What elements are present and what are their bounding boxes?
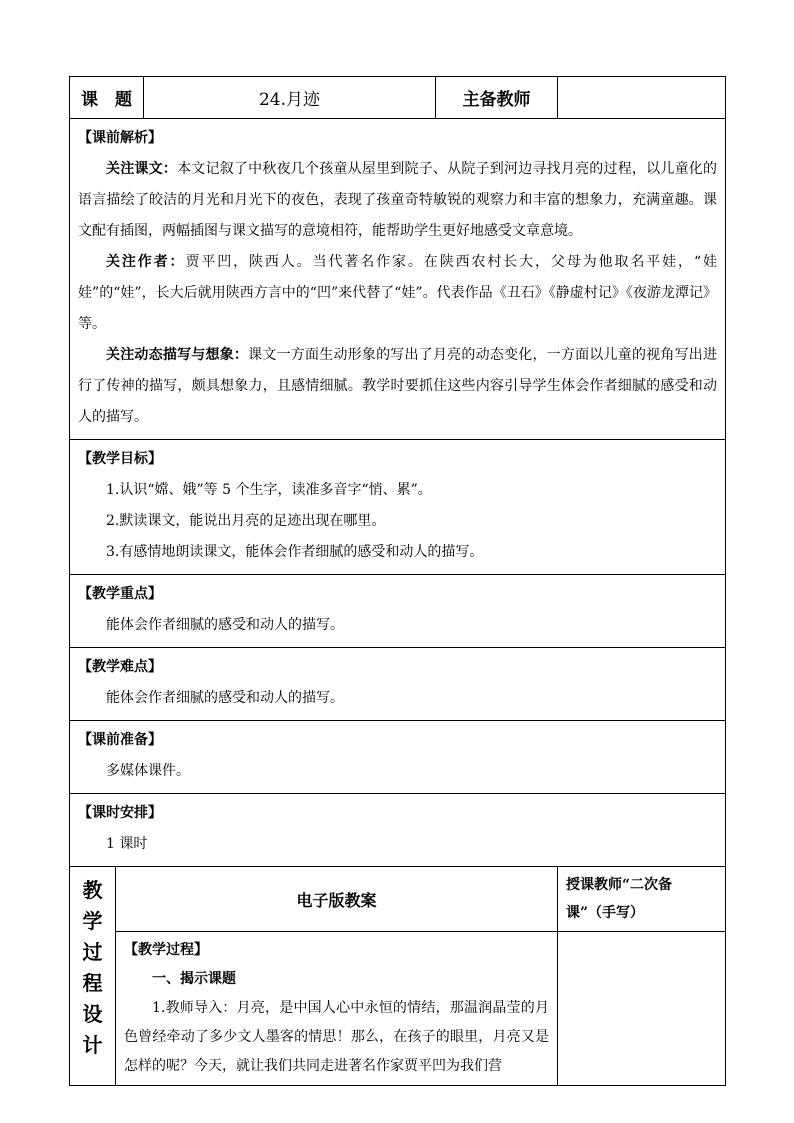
schedule-text: 1 课时: [106, 836, 148, 852]
analysis-p3-text: 课文一方面生动形象的写出了月亮的动态变化，一方面以儿童的视角写出进行了传神的描写，颇具想象力，且感情细腻。教学时要抓住这些内容引导学生体会作者细腻的感受和动人的描写。: [78, 347, 718, 425]
process-side-char-2: 学: [82, 909, 103, 933]
key-points-title: 【教学重点】: [78, 586, 162, 602]
difficulties-row: [70, 648, 726, 721]
lesson-plan-table: [69, 76, 726, 1086]
process-title: 【教学过程】: [124, 942, 208, 958]
key-points-text: 能体会作者细腻的感受和动人的描写。: [106, 617, 344, 633]
key-points-section: [70, 575, 726, 648]
lesson-plan-page: [69, 76, 725, 1086]
process-side-char-3: 过: [82, 940, 103, 964]
goals-title: 【教学目标】: [78, 451, 162, 467]
analysis-paragraph-1: [78, 154, 717, 247]
teacher-value: [558, 77, 726, 119]
process-header-row: [70, 867, 726, 932]
analysis-row: [70, 119, 726, 440]
topic-label: 课 题: [70, 77, 144, 119]
electronic-plan-header: 电子版教案: [116, 867, 558, 932]
process-content: [116, 932, 558, 1086]
preparation-row: [70, 721, 726, 794]
process-step-1: 1.教师导入：月亮，是中国人心中永恒的情结，那温润晶莹的月色曾经牵动了多少文人墨客的情思！那么，在孩子的眼里，月亮又是怎样的呢？今天，就让我们共同走进著名作家贾平凹为我们营: [124, 1000, 549, 1074]
difficulties-title: 【教学难点】: [78, 659, 162, 675]
goal-item-3: 3.有感情地朗读课文，能体会作者细腻的感受和动人的描写。: [106, 544, 484, 560]
difficulties-text: 能体会作者细腻的感受和动人的描写。: [106, 690, 344, 706]
second-prep-header: 授课教师“二次备课”（手写）: [558, 867, 726, 932]
goals-row: [70, 440, 726, 575]
process-side-char-1: 教: [82, 878, 103, 902]
teacher-label: 主备教师: [436, 77, 558, 119]
schedule-title: 【课时安排】: [78, 805, 162, 821]
analysis-paragraph-2: [78, 247, 717, 340]
process-section-1: 一、揭示课题: [152, 971, 236, 987]
analysis-title: 【课前解析】: [78, 130, 162, 146]
analysis-p1-text: 本文记叙了中秋夜几个孩童从屋里到院子、从院子到河边寻找月亮的过程，以儿童化的语言描绘了皎洁的月光和月光下的夜色，表现了孩童奇特敏锐的观察力和丰富的想象力，充满童趣。课文配有插图，两幅插图与课文描写的意境相符，能帮助学生更好地感受文章意境。: [78, 161, 718, 239]
process-body-row: [70, 932, 726, 1086]
schedule-row: [70, 794, 726, 867]
analysis-p2-text: 贾平凹，陕西人。当代著名作家。在陕西农村长大，父母为他取名平娃，“娃娃”的“娃”，长大后就用陕西方言中的“凹”来代替了“娃”。代表作品《丑石》《静虚村记》《夜游龙潭记》等。: [78, 254, 717, 332]
analysis-section: [70, 119, 726, 440]
analysis-p3-label: 关注动态描写与想象：: [106, 347, 249, 363]
analysis-p1-label: 关注课文：: [106, 161, 178, 177]
difficulties-section: [70, 648, 726, 721]
process-side-char-6: 计: [82, 1033, 103, 1057]
goal-item-1: 1.认识“嫦、娥”等 5 个生字，读准多音字“悄、累”。: [106, 482, 432, 498]
schedule-section: [70, 794, 726, 867]
process-side-char-4: 程: [82, 971, 103, 995]
analysis-p2-label: 关注作者：: [106, 254, 186, 270]
preparation-text: 多媒体课件。: [106, 763, 190, 779]
key-points-row: [70, 575, 726, 648]
analysis-paragraph-3: [78, 340, 717, 433]
topic-value: 24.月迹: [144, 77, 436, 119]
preparation-title: 【课前准备】: [78, 732, 162, 748]
goals-section: [70, 440, 726, 575]
process-side-label: [70, 867, 116, 1086]
process-side-char-5: 设: [82, 1002, 103, 1026]
preparation-section: [70, 721, 726, 794]
second-prep-notes: [558, 932, 726, 1086]
header-row: [70, 77, 726, 119]
goal-item-2: 2.默读课文，能说出月亮的足迹出现在哪里。: [106, 513, 386, 529]
